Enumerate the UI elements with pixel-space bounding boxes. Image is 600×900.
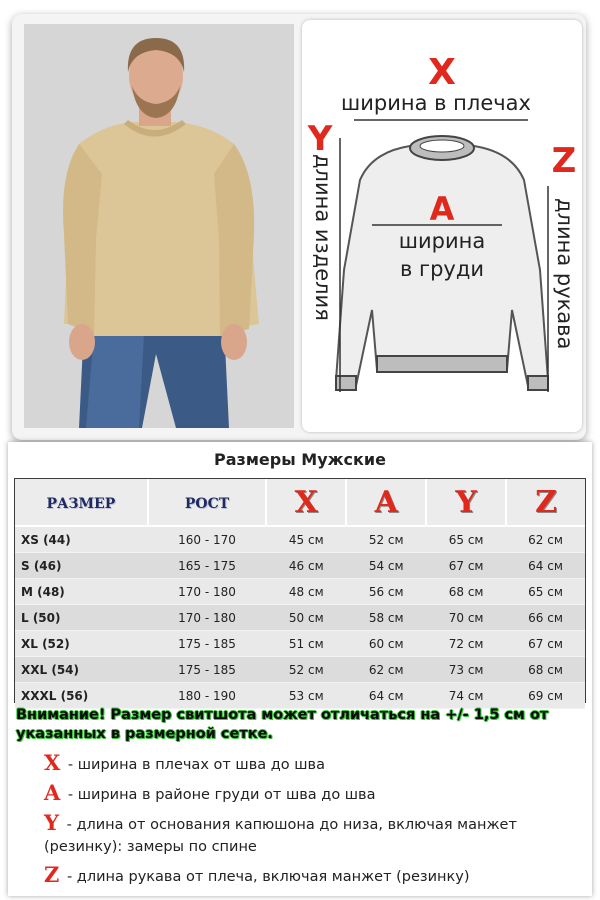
table-row <box>15 579 585 605</box>
table-cell: 51 см <box>266 631 346 657</box>
measurement-diagram <box>302 20 582 432</box>
header-x: X <box>266 479 346 526</box>
legend-text: - ширина в плечах от шва до шва <box>63 757 325 773</box>
table-cell: 66 см <box>506 605 585 631</box>
table-body <box>15 526 585 709</box>
table-cell: 56 см <box>346 579 426 605</box>
table-cell: 62 см <box>506 526 585 553</box>
table-cell: 73 см <box>426 657 506 683</box>
table-cell: 52 см <box>266 657 346 683</box>
table-row <box>15 553 585 579</box>
header-a: A <box>346 479 426 526</box>
table-cell: XXXL (56) <box>15 683 148 709</box>
legend-letter: Y <box>44 810 59 835</box>
table-row <box>15 631 585 657</box>
legend-item <box>44 812 564 858</box>
table-cell: 70 см <box>426 605 506 631</box>
table-cell: L (50) <box>15 605 148 631</box>
z-caption: длина рукава <box>553 198 577 350</box>
table-cell: 180 - 190 <box>148 683 267 709</box>
header-y: Y <box>426 479 506 526</box>
header-size: РАЗМЕР <box>15 479 148 526</box>
table-cell: XL (52) <box>15 631 148 657</box>
table-cell: 170 - 180 <box>148 605 267 631</box>
table-cell: 175 - 185 <box>148 657 267 683</box>
legend-item <box>44 864 564 888</box>
size-chart-title: Размеры Мужские <box>214 450 386 469</box>
table-cell: 48 см <box>266 579 346 605</box>
legend-text: - длина рукава от плеча, включая манжет (резинку) <box>62 869 470 885</box>
table-row <box>15 526 585 553</box>
a-caption-line2: в груди <box>399 257 485 281</box>
table-cell: 53 см <box>266 683 346 709</box>
table-cell: 69 см <box>506 683 585 709</box>
table-cell: XS (44) <box>15 526 148 553</box>
table-cell: 170 - 180 <box>148 579 267 605</box>
table-row <box>15 683 585 709</box>
table-cell: 52 см <box>346 526 426 553</box>
table-cell: 64 см <box>506 553 585 579</box>
y-caption: длина изделия <box>311 154 335 321</box>
legend-letter: A <box>44 780 61 805</box>
table-cell: 65 см <box>426 526 506 553</box>
measurement-legend <box>44 752 564 894</box>
legend-item <box>44 752 564 776</box>
a-caption-line1: ширина <box>398 229 486 253</box>
table-cell: 72 см <box>426 631 506 657</box>
table-cell: XXL (54) <box>15 657 148 683</box>
legend-text: - длина от основания капюшона до низа, включая манжет (резинку): замеры по спине <box>44 817 517 855</box>
legend-item <box>44 782 564 806</box>
warning-notice: Внимание! Размер свитшота может отличаться на +/- 1,5 см от указанных в размерной сетке. <box>16 707 549 742</box>
legend-text: - ширина в районе груди от шва до шва <box>63 787 376 803</box>
table-cell: 64 см <box>346 683 426 709</box>
table-row <box>15 605 585 631</box>
x-letter: X <box>428 52 456 93</box>
table-cell: 68 см <box>426 579 506 605</box>
table-cell: 68 см <box>506 657 585 683</box>
a-letter: A <box>429 190 455 228</box>
y-letter: Y <box>307 119 333 159</box>
table-cell: 175 - 185 <box>148 631 267 657</box>
header-z: Z <box>506 479 585 526</box>
table-header-row <box>15 479 585 526</box>
table-cell: 58 см <box>346 605 426 631</box>
table-cell: 160 - 170 <box>148 526 267 553</box>
table-cell: 50 см <box>266 605 346 631</box>
x-caption: ширина в плечах <box>341 91 531 115</box>
table-cell: 67 см <box>426 553 506 579</box>
table-cell: S (46) <box>15 553 148 579</box>
legend-letter: X <box>44 750 61 775</box>
header-height: РОСТ <box>148 479 267 526</box>
table-cell: 54 см <box>346 553 426 579</box>
table-cell: M (48) <box>15 579 148 605</box>
table-row <box>15 657 585 683</box>
legend-letter: Z <box>44 862 60 887</box>
table-cell: 62 см <box>346 657 426 683</box>
model-photo <box>24 24 294 428</box>
table-cell: 74 см <box>426 683 506 709</box>
table-cell: 46 см <box>266 553 346 579</box>
table-cell: 65 см <box>506 579 585 605</box>
table-cell: 60 см <box>346 631 426 657</box>
size-table <box>14 478 586 703</box>
table-cell: 165 - 175 <box>148 553 267 579</box>
table-cell: 67 см <box>506 631 585 657</box>
z-letter: Z <box>551 141 577 181</box>
table-cell: 45 см <box>266 526 346 553</box>
